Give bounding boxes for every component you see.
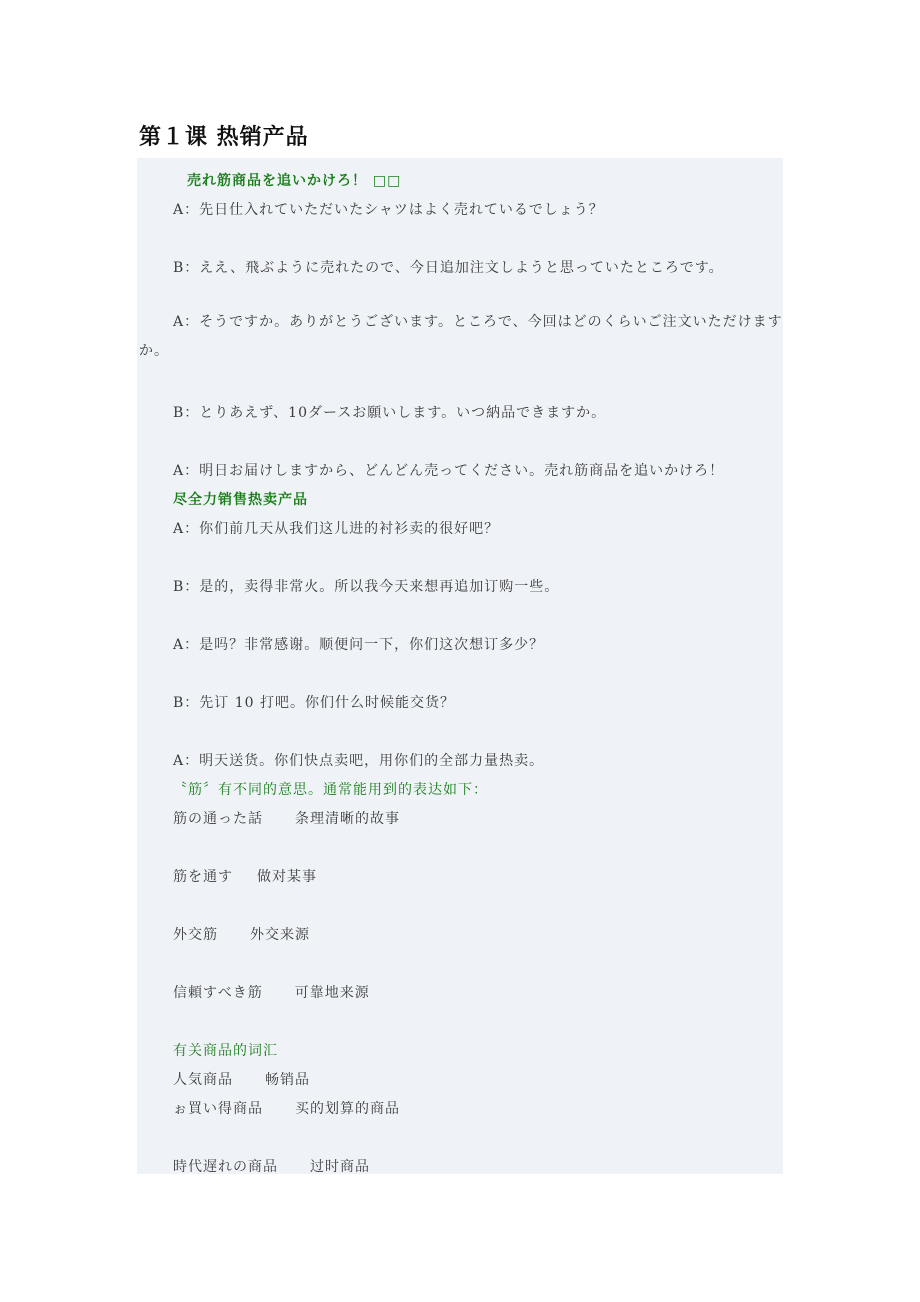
vocab-jp: ぉ買い得商品 <box>173 1101 263 1117</box>
vocab-cn: 畅销品 <box>265 1072 310 1088</box>
vocab-item <box>173 1156 370 1176</box>
cn-line-5: A：明天送货。你们快点卖吧，用你们的全部力量热卖。 <box>173 753 545 769</box>
suji-item <box>173 866 317 886</box>
vocab-cn: 过时商品 <box>310 1159 370 1175</box>
cn-line-3: A：是吗？非常感谢。顺便问一下，你们这次想订多少？ <box>173 637 545 653</box>
suji-cn: 条理清晰的故事 <box>295 811 400 827</box>
cn-line-1: A：你们前几天从我们这儿进的衬衫卖的很好吧？ <box>173 521 500 537</box>
suji-jp: 外交筋 <box>173 927 218 943</box>
suji-cn: 外交来源 <box>250 927 310 943</box>
cn-line-2: B：是的，卖得非常火。所以我今天来想再追加订购一些。 <box>173 579 560 595</box>
vocab-jp: 時代遅れの商品 <box>173 1159 278 1175</box>
suji-jp: 信頼すべき筋 <box>173 985 263 1001</box>
page-title: 第１课 热销产品 <box>139 124 309 150</box>
suji-cn: 做对某事 <box>257 869 317 885</box>
vocab-heading: 有关商品的词汇 <box>173 1043 278 1059</box>
cn-heading: 尽全力销售热卖产品 <box>173 492 308 508</box>
suji-item <box>173 924 310 944</box>
vocab-item <box>173 1098 400 1118</box>
vocab-jp: 人気商品 <box>173 1072 233 1088</box>
vocab-cn: 买的划算的商品 <box>295 1101 400 1117</box>
jp-line-3: A：そうですか。ありがとうございます。ところで、今回はどのくらいご注文いただけますか。 <box>139 314 783 359</box>
suji-cn: 可靠地来源 <box>294 985 370 1001</box>
jp-line-5: A：明日お届けしますから、どんどん売ってください。売れ筋商品を追いかけろ！ <box>173 463 725 479</box>
suji-heading: 〝筋〞有不同的意思。通常能用到的表达如下： <box>173 782 488 798</box>
suji-item <box>173 982 370 1002</box>
suji-item <box>173 808 400 828</box>
jp-line-1: A：先日仕入れていただいたシャツはよく売れているでしょう？ <box>173 202 604 218</box>
cn-line-4: B：先订 10 打吧。你们什么时候能交货？ <box>173 695 456 711</box>
jp-line-4: B：とりあえず、10ダースお願いします。いつ納品できますか。 <box>173 405 607 421</box>
suji-jp: 筋を通す <box>173 869 233 885</box>
suji-jp: 筋の通った話 <box>173 811 263 827</box>
jp-line-2: B：ええ、飛ぶように売れたので、今日追加注文しようと思っていたところです。 <box>173 260 724 276</box>
jp-heading: 売れ筋商品を追いかけろ！ □□ <box>187 173 402 189</box>
vocab-item <box>173 1069 310 1089</box>
